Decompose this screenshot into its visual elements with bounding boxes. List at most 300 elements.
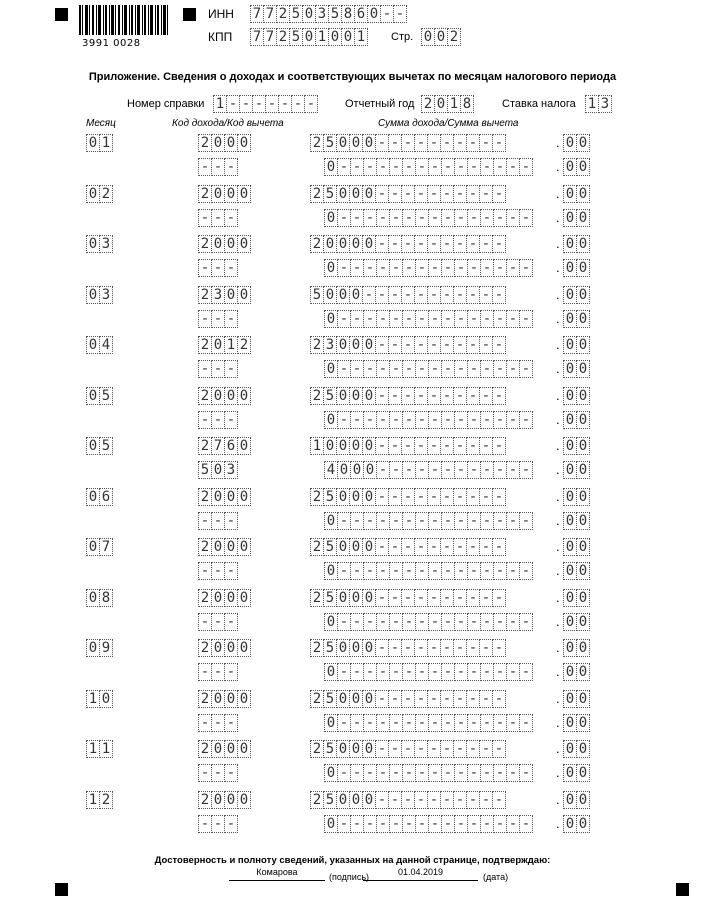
cell: 2 (447, 28, 461, 46)
income-code-field[interactable] (198, 387, 251, 405)
cell: - (211, 714, 225, 732)
deduction-amount-field[interactable] (324, 663, 533, 681)
cell: - (454, 360, 468, 378)
cell: 0 (349, 538, 363, 556)
deduction-kopecks-field[interactable] (563, 360, 590, 378)
cell: 3 (99, 235, 113, 253)
cert-number-field[interactable] (213, 95, 318, 113)
deduction-code-field[interactable] (198, 815, 238, 833)
page-number-field[interactable] (421, 28, 461, 46)
deduction-kopecks-field[interactable] (563, 613, 590, 631)
deduction-code-field[interactable] (198, 764, 238, 782)
income-amount-field[interactable] (310, 437, 506, 455)
cell: - (198, 411, 212, 429)
cell: 5 (323, 387, 337, 405)
income-kopecks-field[interactable] (563, 437, 590, 455)
cell: 0 (563, 134, 577, 152)
cell: - (453, 791, 467, 809)
cell: - (350, 613, 364, 631)
cell: - (415, 259, 429, 277)
income-code-field[interactable] (198, 791, 251, 809)
cert-number-label: Номер справки (127, 98, 205, 110)
income-code-field[interactable] (198, 437, 251, 455)
cell: - (467, 815, 481, 833)
cell: 0 (350, 461, 364, 479)
deduction-code-field[interactable] (198, 209, 238, 227)
cell: - (389, 209, 403, 227)
cell: - (441, 764, 455, 782)
cell: 0 (576, 589, 590, 607)
cell: 0 (421, 28, 435, 46)
cell: - (480, 764, 494, 782)
cell: - (198, 209, 212, 227)
cell: - (454, 158, 468, 176)
cell: - (440, 488, 454, 506)
income-code-field[interactable] (198, 488, 251, 506)
inn-field[interactable] (250, 5, 407, 23)
cell: - (401, 437, 415, 455)
cell: 5 (99, 437, 113, 455)
cell: - (440, 185, 454, 203)
decimal-point: . (556, 589, 560, 605)
cell: - (466, 387, 480, 405)
cell: - (401, 185, 415, 203)
deduction-kopecks-field[interactable] (563, 815, 590, 833)
cell: - (441, 310, 455, 328)
income-amount-field[interactable] (310, 134, 506, 152)
cell: - (428, 461, 442, 479)
deduction-code-field[interactable] (198, 613, 238, 631)
cell: - (506, 411, 520, 429)
cell: - (401, 589, 415, 607)
income-code-field[interactable] (198, 185, 251, 203)
income-code-field[interactable] (198, 134, 251, 152)
corner-marker-top-right (183, 8, 196, 21)
income-kopecks-field[interactable] (563, 488, 590, 506)
cell: 0 (224, 740, 238, 758)
cell: - (428, 310, 442, 328)
cell: - (492, 134, 506, 152)
deduction-code-field[interactable] (198, 259, 238, 277)
tax-rate-field[interactable] (585, 95, 612, 113)
cell: - (453, 740, 467, 758)
deduction-code-field[interactable] (198, 411, 238, 429)
cell: - (427, 185, 441, 203)
cell: - (388, 134, 402, 152)
cell: - (401, 488, 415, 506)
cell: - (278, 95, 292, 113)
cell: 0 (324, 310, 338, 328)
cell: - (402, 259, 416, 277)
deduction-kopecks-field[interactable] (563, 714, 590, 732)
income-amount-field[interactable] (310, 235, 506, 253)
cell: - (506, 613, 520, 631)
deduction-kopecks-field[interactable] (563, 512, 590, 530)
cell: 0 (237, 437, 251, 455)
cell: - (389, 764, 403, 782)
deduction-amount-field[interactable] (324, 461, 533, 479)
cell: - (454, 259, 468, 277)
cell: - (376, 310, 390, 328)
month-field[interactable] (86, 690, 113, 708)
cell: 2 (198, 185, 212, 203)
cell: 0 (323, 235, 337, 253)
cell: - (428, 613, 442, 631)
cell: - (291, 95, 305, 113)
cell: 0 (563, 387, 577, 405)
cell: - (479, 690, 493, 708)
cell: - (226, 95, 240, 113)
cell: - (493, 663, 507, 681)
cell: - (198, 259, 212, 277)
cell: - (198, 764, 212, 782)
income-amount-field[interactable] (310, 336, 506, 354)
cell: - (376, 562, 390, 580)
cell: 8 (341, 5, 355, 23)
cell: - (350, 209, 364, 227)
income-kopecks-field[interactable] (563, 387, 590, 405)
cell: - (506, 259, 520, 277)
cell: - (363, 158, 377, 176)
cell: - (441, 562, 455, 580)
cell: - (211, 158, 225, 176)
deduction-kopecks-field[interactable] (563, 461, 590, 479)
month-field[interactable] (86, 488, 113, 506)
deduction-amount-field[interactable] (324, 714, 533, 732)
cell: - (389, 562, 403, 580)
cell: - (440, 387, 454, 405)
cell: - (376, 411, 390, 429)
cell: 0 (324, 764, 338, 782)
cell: 0 (563, 360, 577, 378)
income-kopecks-field[interactable] (563, 286, 590, 304)
cell: - (224, 158, 238, 176)
cell: 0 (324, 411, 338, 429)
month-field[interactable] (86, 437, 113, 455)
cell: 0 (86, 589, 100, 607)
cell: 0 (336, 387, 350, 405)
cell: 0 (337, 461, 351, 479)
cell: 5 (323, 134, 337, 152)
cell: 0 (336, 589, 350, 607)
cell: 0 (576, 461, 590, 479)
cell: - (211, 613, 225, 631)
deduction-code-field[interactable] (198, 360, 238, 378)
deduction-code-field[interactable] (198, 663, 238, 681)
income-amount-field[interactable] (310, 286, 506, 304)
income-kopecks-field[interactable] (563, 589, 590, 607)
cell: - (376, 764, 390, 782)
month-field[interactable] (86, 639, 113, 657)
cell: - (480, 411, 494, 429)
cell: - (414, 488, 428, 506)
cell: 0 (224, 690, 238, 708)
income-code-field[interactable] (198, 740, 251, 758)
income-amount-field[interactable] (310, 690, 506, 708)
signature-date[interactable]: 01.04.2019 (363, 867, 478, 881)
cell: 0 (324, 714, 338, 732)
cell: - (388, 387, 402, 405)
corner-marker-bottom-right (676, 883, 689, 896)
cell: - (224, 764, 238, 782)
cell: 0 (237, 286, 251, 304)
cell: 0 (362, 538, 376, 556)
income-amount-field[interactable] (310, 185, 506, 203)
cell: - (414, 538, 428, 556)
deduction-amount-field[interactable] (324, 764, 533, 782)
month-field[interactable] (86, 387, 113, 405)
income-amount-field[interactable] (310, 538, 506, 556)
deduction-kopecks-field[interactable] (563, 764, 590, 782)
deduction-amount-field[interactable] (324, 259, 533, 277)
cell: - (427, 791, 441, 809)
cell: 0 (211, 387, 225, 405)
cell: 2 (198, 589, 212, 607)
cell: 1 (86, 740, 100, 758)
cell: - (415, 714, 429, 732)
cell: - (415, 764, 429, 782)
income-amount-field[interactable] (310, 488, 506, 506)
cell: 0 (237, 134, 251, 152)
cell: - (401, 286, 415, 304)
cell: - (441, 411, 455, 429)
deduction-code-field[interactable] (198, 310, 238, 328)
deduction-kopecks-field[interactable] (563, 562, 590, 580)
page-title: Приложение. Сведения о доходах и соответствующих вычетах по месяцам налогового периода (88, 71, 617, 83)
cell: 0 (563, 815, 577, 833)
cell: - (375, 538, 389, 556)
deduction-amount-field[interactable] (324, 158, 533, 176)
cell: - (375, 690, 389, 708)
cell: 0 (363, 461, 377, 479)
cell: 2 (198, 690, 212, 708)
income-amount-field[interactable] (310, 589, 506, 607)
month-field[interactable] (86, 740, 113, 758)
income-kopecks-field[interactable] (563, 740, 590, 758)
cell: - (519, 259, 533, 277)
income-code-field[interactable] (198, 589, 251, 607)
cell: - (441, 158, 455, 176)
decimal-point: . (556, 209, 560, 225)
income-amount-field[interactable] (310, 387, 506, 405)
deduction-amount-field[interactable] (324, 562, 533, 580)
deduction-kopecks-field[interactable] (563, 158, 590, 176)
deduction-kopecks-field[interactable] (563, 310, 590, 328)
income-amount-field[interactable] (310, 639, 506, 657)
cell: - (493, 259, 507, 277)
cell: - (375, 134, 389, 152)
month-field[interactable] (86, 286, 113, 304)
deduction-amount-field[interactable] (324, 360, 533, 378)
income-kopecks-field[interactable] (563, 538, 590, 556)
cell: - (350, 360, 364, 378)
cell: - (506, 815, 520, 833)
decimal-point: . (556, 539, 560, 554)
deduction-amount-field[interactable] (324, 512, 533, 530)
deduction-code-field[interactable] (198, 562, 238, 580)
cell: - (414, 690, 428, 708)
cell: - (362, 286, 376, 304)
cell: 8 (99, 589, 113, 607)
deduction-code-field[interactable] (198, 512, 238, 530)
date-label: (дата) (483, 872, 509, 882)
cell: 2 (310, 336, 324, 354)
cell: - (389, 613, 403, 631)
cell: 0 (86, 488, 100, 506)
cell: - (480, 714, 494, 732)
cell: 0 (237, 185, 251, 203)
deduction-kopecks-field[interactable] (563, 411, 590, 429)
cell: - (466, 639, 480, 657)
cell: - (211, 209, 225, 227)
cell: - (506, 663, 520, 681)
cell: - (506, 764, 520, 782)
income-amount-field[interactable] (310, 740, 506, 758)
deduction-amount-field[interactable] (324, 613, 533, 631)
deduction-code-field[interactable] (198, 714, 238, 732)
income-kopecks-field[interactable] (563, 639, 590, 657)
deduction-amount-field[interactable] (324, 209, 533, 227)
cell: 0 (563, 235, 577, 253)
income-kopecks-field[interactable] (563, 791, 590, 809)
cell: 2 (276, 28, 290, 46)
cell: 0 (349, 387, 363, 405)
month-field[interactable] (86, 134, 113, 152)
cell: 0 (434, 28, 448, 46)
month-field[interactable] (86, 235, 113, 253)
cell: - (453, 538, 467, 556)
cell: - (454, 461, 468, 479)
cell: 6 (354, 5, 368, 23)
cell: - (466, 235, 480, 253)
income-code-field[interactable] (198, 690, 251, 708)
cell: 0 (576, 562, 590, 580)
deduction-code-field[interactable] (198, 461, 238, 479)
cell: - (375, 336, 389, 354)
income-amount-field[interactable] (310, 791, 506, 809)
decimal-point: . (556, 640, 560, 655)
cell: - (388, 589, 402, 607)
cell: 0 (336, 134, 350, 152)
cell: 0 (563, 286, 577, 304)
cell: 0 (324, 815, 338, 833)
cell: 0 (349, 286, 363, 304)
cell: - (376, 815, 390, 833)
income-kopecks-field[interactable] (563, 336, 590, 354)
cell: - (492, 437, 506, 455)
cell: - (402, 613, 416, 631)
cell: 2 (310, 589, 324, 607)
income-code-field[interactable] (198, 235, 251, 253)
cell: - (350, 158, 364, 176)
cell: 0 (336, 336, 350, 354)
cell: 2 (99, 791, 113, 809)
deduction-kopecks-field[interactable] (563, 663, 590, 681)
cell: 0 (576, 740, 590, 758)
income-kopecks-field[interactable] (563, 690, 590, 708)
month-field[interactable] (86, 791, 113, 809)
month-field[interactable] (86, 336, 113, 354)
cell: - (414, 336, 428, 354)
cell: - (441, 259, 455, 277)
income-code-field[interactable] (198, 336, 251, 354)
cell: - (467, 613, 481, 631)
cell: 0 (576, 209, 590, 227)
cell: - (492, 387, 506, 405)
cell: 0 (349, 791, 363, 809)
income-kopecks-field[interactable] (563, 235, 590, 253)
deduction-kopecks-field[interactable] (563, 259, 590, 277)
cell: - (211, 360, 225, 378)
cell: - (454, 714, 468, 732)
signer-name[interactable]: Комарова (229, 867, 325, 881)
income-code-field[interactable] (198, 286, 251, 304)
cell: 0 (563, 764, 577, 782)
cell: - (492, 286, 506, 304)
income-code-field[interactable] (198, 639, 251, 657)
income-kopecks-field[interactable] (563, 134, 590, 152)
cell: - (428, 714, 442, 732)
deduction-amount-field[interactable] (324, 411, 533, 429)
deduction-kopecks-field[interactable] (563, 209, 590, 227)
cell: - (427, 134, 441, 152)
income-code-field[interactable] (198, 538, 251, 556)
cell: - (363, 411, 377, 429)
cell: - (519, 360, 533, 378)
cell: 0 (86, 286, 100, 304)
cell: 0 (211, 185, 225, 203)
kpp-field[interactable] (250, 28, 368, 46)
report-year-field[interactable] (421, 95, 474, 113)
decimal-point: . (556, 741, 560, 756)
month-field[interactable] (86, 185, 113, 203)
cell: 0 (224, 488, 238, 506)
cell: - (427, 488, 441, 506)
cell: - (375, 286, 389, 304)
cell: 0 (563, 158, 577, 176)
month-field[interactable] (86, 589, 113, 607)
cell: - (427, 690, 441, 708)
income-kopecks-field[interactable] (563, 185, 590, 203)
cell: - (479, 134, 493, 152)
deduction-code-field[interactable] (198, 158, 238, 176)
cell: - (453, 336, 467, 354)
cell: - (337, 158, 351, 176)
cell: - (441, 663, 455, 681)
cell: 5 (323, 589, 337, 607)
cell: - (388, 690, 402, 708)
cell: - (375, 639, 389, 657)
decimal-point: . (556, 361, 560, 376)
deduction-amount-field[interactable] (324, 815, 533, 833)
cell: - (427, 336, 441, 354)
cell: 0 (324, 562, 338, 580)
deduction-amount-field[interactable] (324, 310, 533, 328)
cell: - (211, 411, 225, 429)
month-field[interactable] (86, 538, 113, 556)
cell: - (480, 613, 494, 631)
cell: 0 (576, 158, 590, 176)
cell: - (389, 310, 403, 328)
cell: - (224, 209, 238, 227)
cell: - (350, 764, 364, 782)
cell: - (363, 562, 377, 580)
cell: - (363, 360, 377, 378)
cell: 5 (289, 5, 303, 23)
cell: 0 (211, 639, 225, 657)
cell: 0 (563, 411, 577, 429)
cell: - (350, 310, 364, 328)
